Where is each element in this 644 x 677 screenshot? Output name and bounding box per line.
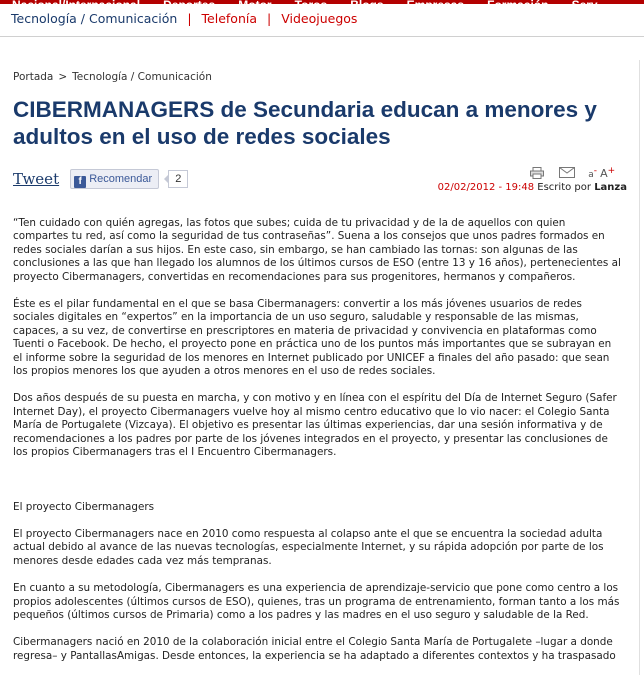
top-nav-item[interactable]: Nacional/Internacional (12, 0, 141, 12)
top-nav-item[interactable]: Blogs (350, 0, 384, 12)
subnav-item-videojuegos[interactable]: Videojuegos (281, 11, 358, 26)
article-title-lead: CIBERMANAGERS (13, 97, 215, 122)
facebook-recommend-button[interactable] (70, 169, 159, 189)
top-nav-item[interactable]: Empresas (406, 0, 465, 12)
top-nav-item[interactable]: Toros (294, 0, 328, 12)
top-nav-item[interactable]: Deportes (163, 0, 216, 12)
article-subheading: El proyecto Cibermanagers (13, 500, 155, 513)
article-paragraph: El proyecto Cibermanagers nace en 2010 como respuesta al colapso ante el que se encuentra la sociedad adulta actual debido al avance de las nuevas tecnologías, especialmente Internet, y su rápida adopción por parte de los menores desde edades cada vez más tempranas. (13, 527, 604, 567)
facebook-icon: f (74, 176, 86, 188)
article-title-rest: de Secundaria educan a menores y adultos en el uso de redes sociales (13, 97, 597, 149)
article-paragraph: Dos años después de su puesta en marcha, y con motivo y en línea con el espíritu del Día de Internet Seguro (Safer Internet Day), el proyecto Cibermanagers vuelve hoy al mismo centro educativo que lo vio nacer: el Colegio Santa María de Portugalete (Vizcaya). El objetivo es presentar las últimas experiencias, dar una sesión informativa y de recomendaciones a los padres por parte de los jóvenes integrados en el proyecto, y presentar las conclusiones de los propios Cibermanagers tras el I Encuentro Cibermanagers. (13, 392, 617, 459)
article-author: Lanza (594, 182, 627, 193)
content-border (639, 60, 640, 675)
article-title (13, 96, 613, 150)
font-plus-sign[interactable]: + (607, 165, 616, 176)
breadcrumb-separator: > (58, 71, 68, 83)
article-tools (530, 162, 615, 178)
article-body (13, 217, 623, 677)
article-dateline (438, 182, 627, 193)
header-divider (0, 36, 644, 37)
top-nav-item[interactable]: Serv (571, 0, 598, 12)
facebook-recommend-label: Recomendar (89, 172, 153, 185)
social-share-bar (13, 168, 188, 188)
envelope-icon[interactable] (559, 167, 575, 178)
breadcrumb-home-link[interactable]: Portada (13, 71, 54, 83)
top-nav-item[interactable]: Motor (238, 0, 272, 12)
paragraph-spacer (13, 474, 623, 501)
article-paragraph: “Ten cuidado con quién agregas, las fotos que subes; cuida de tu privacidad y de la de aquellos con quien compartes tu red, así como la seguridad de tus contraseñas”. Suena a los consejos que unos padres formados en redes sociales darían a sus hijos. En este caso, sin embargo, se han cambiado las tornas: son algunas de las conclusiones a las que han llegado los alumnos de los últimos cursos de ESO (entre 13 y 16 años), pertenecientes al proyecto Cibermanagers, convertidas en recomendaciones para sus progenitores, hermanos y compañeros. (13, 217, 621, 283)
facebook-recommend-count: 2 (168, 170, 188, 188)
font-smaller-button[interactable]: a (588, 169, 594, 180)
article-date: 02/02/2012 - 19:48 (437, 182, 535, 193)
article-paragraph: Éste es el pilar fundamental en el que se basa Cibermanagers: convertir a los más jóvenes usuarios de redes sociales digitales en “expertos” en la importancia de un uso seguro, saludable y responsable de las mismas, capaces, a su vez, de convertirse en prescriptores en materia de privacidad y convivencia en plataformas como Tuenti o Facebook. De hecho, el proyecto pone en práctica uno de los puntos más importantes que se subrayan en el informe sobre la seguridad de los menores en Internet publicado por UNICEF a finales del año pasado: que sean los propios menores los que ayuden a otros menores en el uso de redes sociales. (13, 298, 612, 378)
font-larger-button[interactable]: A (600, 166, 608, 180)
breadcrumb (13, 71, 212, 83)
breadcrumb-section-link[interactable]: Tecnología / Comunicación (72, 71, 212, 83)
top-navigation-bar (0, 0, 644, 12)
font-minus-sign[interactable]: - (593, 165, 597, 176)
subnav-separator: | (187, 11, 192, 26)
article-paragraph: Cibermanagers nació en 2010 de la colaboración inicial entre el Colegio Santa María de Portugalete –lugar a donde regresa– y PantallasAmigas. Desde entonces, la experiencia se ha adaptado a diferentes contextos y ha traspasado (13, 636, 616, 662)
subnav-item-telefonia[interactable]: Telefonía (201, 11, 257, 26)
written-by-label: Escrito por (537, 182, 591, 193)
tweet-button[interactable]: Tweet (13, 169, 60, 188)
article-paragraph: En cuanto a su metodología, Cibermanagers es una experiencia de aprendizaje-servicio que pone como centro a los propios adolescentes (últimos cursos de ESO), quienes, tras un programa de entrenamiento, forman tanto a los más pequeños (últimos cursos de Primaria) como a los padres y las madres en el uso seguro y saludable de la Red. (13, 582, 620, 621)
font-size-controls (588, 166, 615, 180)
subnav-item-tecnologia[interactable]: Tecnología / Comunicación (11, 11, 178, 26)
top-nav-item[interactable]: Formación (487, 0, 549, 12)
printer-icon[interactable] (530, 167, 544, 179)
section-subnavigation (11, 11, 357, 26)
subnav-separator: | (267, 11, 272, 26)
